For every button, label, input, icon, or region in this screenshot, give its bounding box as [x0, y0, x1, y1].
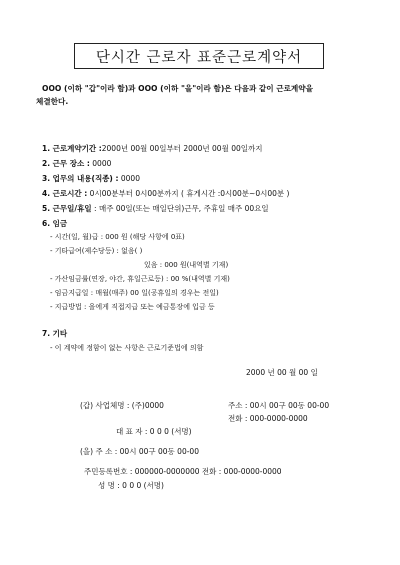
item-value: 0000 — [92, 159, 112, 168]
employer-representative: 대 표 자 : 0 0 0 (서명) — [116, 427, 192, 436]
wage-payday: - 임금지급일 : 매월(매주) 00 일(공휴일의 경우는 전일) — [50, 289, 219, 297]
employer-business-name: (갑) 사업체명 : (주)0000 — [80, 401, 164, 410]
item-value: : 매주 00일(또는 매일단위)근무, 주휴일 매주 00요일 — [91, 204, 269, 213]
item-label: 1. 근로계약기간 : — [42, 144, 102, 153]
wage-other: - 기타급여(제수당등) : 없음( ) — [50, 247, 143, 255]
item-workdays — [42, 203, 269, 214]
wage-other-yes: 있음 : 000 원(내역별 기재) — [144, 261, 229, 269]
wage-method: - 지급방법 : 을에게 직접지급 또는 예금통장에 입금 등 — [50, 303, 215, 311]
employee-id-phone: 주민등록번호 : 000000-0000000 전화 : 000-0000-0000 — [84, 467, 282, 476]
item-job-content — [42, 173, 140, 184]
item-label: 5. 근무일/휴일 — [42, 204, 92, 213]
employer-address: 주소 : 00시 00구 00동 00-00 — [228, 401, 330, 410]
item-value: 0시00분부터 0시00분까지 ( 휴게시간 :0시00분~0시00분 ) — [89, 189, 290, 198]
other-text: - 이 계약에 정함이 없는 사항은 근로기준법에 의함 — [50, 344, 204, 352]
intro-line-1: OOO (이하 "갑"이라 함)과 OOO (이하 "을"이라 함)은 다음과 같이 근로계약을 — [42, 84, 313, 93]
document-title: 단시간 근로자 표준근로계약서 — [74, 43, 324, 69]
item-other — [42, 328, 67, 339]
item-label: 3. 업무의 내용(직종) : — [42, 174, 119, 183]
item-value: 2000년 00월 00일부터 2000년 00월 00일까지 — [101, 144, 263, 153]
item-label: 2. 근무 장소 : — [42, 159, 90, 168]
intro-paragraph — [36, 82, 376, 108]
item-work-hours — [42, 188, 289, 199]
item-wage — [42, 218, 67, 229]
intro-line-2: 체결한다. — [36, 97, 69, 106]
item-value: 0000 — [120, 174, 140, 183]
item-label: 7. 기타 — [42, 329, 68, 338]
employee-name: 성 명 : 0 0 0 (서명) — [98, 481, 164, 490]
item-work-place — [42, 158, 111, 169]
employee-address: (을) 주 소 : 00시 00구 00동 00-00 — [80, 447, 199, 456]
item-label: 4. 근로시간 : — [42, 189, 88, 198]
wage-hourly: - 시간(일, 월)급 : 000 원 (해당 사항에 0표) — [50, 233, 185, 241]
contract-date: 2000 년 00 월 00 일 — [246, 368, 318, 377]
item-label: 6. 임금 — [42, 219, 68, 228]
item-contract-period — [42, 143, 262, 154]
employer-phone: 전화 : 000-0000-0000 — [228, 414, 308, 423]
wage-extra-rate: - 가산임금률(연장, 야간, 휴일근로등) : 00 %(내역별 기재) — [50, 275, 230, 283]
